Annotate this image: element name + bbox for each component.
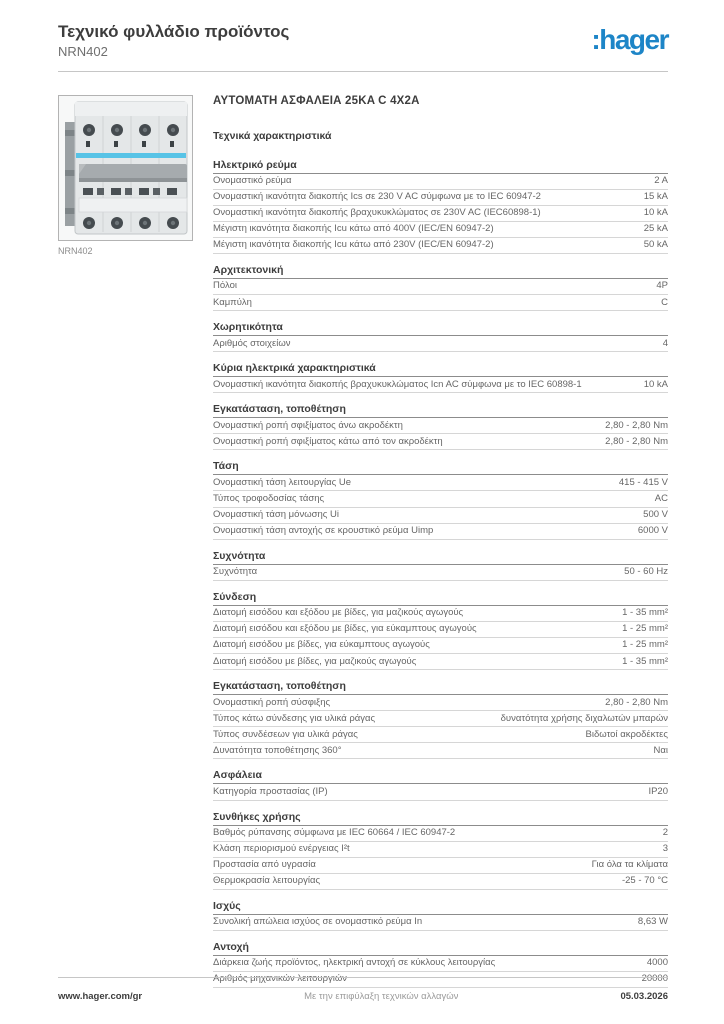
spec-value: IP20 [648,785,668,797]
spec-value: -25 - 70 °C [621,875,668,887]
spec-value: 2 [662,827,668,838]
spec-sections [213,159,668,989]
header-text-block [58,22,289,59]
spec-row [213,842,668,858]
spec-label: Μέγιστη ικανότητα διακοπής Icu κάτω από 230V (IEC/EN 60947-2) [213,239,494,251]
footer-website-link[interactable]: www.hager.com/gr [58,991,143,1002]
header [58,22,668,59]
spec-label: Ονομαστική ικανότητα διακοπής Ics σε 230 V AC σύμφωνα με το IEC 60947-2 [213,191,541,203]
section-title: Σύνδεση [213,591,668,606]
footer-row [58,991,668,1002]
spec-value: 4 [662,337,668,349]
spec-label: Ονομαστική ροπή σύσφιξης [213,696,331,708]
spec-label: Δυνατότητα τοποθέτησης 360° [213,744,342,756]
spec-row [213,858,668,874]
spec-row [213,174,668,190]
section-title: Αρχιτεκτονική [213,264,668,279]
spec-row [213,508,668,524]
spec-row [213,524,668,540]
circuit-breaker-illustration [59,96,192,240]
spec-row [213,434,668,450]
spec-row [213,377,668,393]
spec-section [213,680,668,759]
spec-value: 415 - 415 V [618,476,668,488]
spec-label: Ονομαστική ικανότητα διακοπής βραχυκυκλώματος Icn AC σύμφωνα με το IEC 60898-1 [213,378,582,390]
spec-value: 1 - 25 mm² [622,639,668,651]
footer-disclaimer: Με την επιφύλαξη τεχνικών αλλαγών [304,991,459,1002]
spec-section [213,159,668,254]
spec-value: 50 kA [643,239,668,251]
hager-logo: :hager [591,24,668,55]
spec-value: AC [654,492,668,504]
spec-label: Ονομαστική ροπή σφιξίματος άνω ακροδέκτη [213,419,403,431]
spec-label: Ονομαστική ροπή σφιξίματος κάτω από τον ακροδέκτη [213,435,443,447]
footer-divider [58,977,668,978]
spec-row [213,727,668,743]
spec-row [213,784,668,800]
spec-value: 1 - 35 mm² [622,607,668,619]
spec-row [213,743,668,759]
spec-label: Ονομαστική τάση λειτουργίας Ue [213,476,351,488]
spec-row [213,654,668,670]
spec-row [213,565,668,581]
product-image-caption: NRN402 [58,245,93,256]
spec-label: Διάρκεια ζωής προϊόντος, ηλεκτρική αντοχή σε κύκλους λειτουργίας [213,957,496,969]
spec-section [213,550,668,581]
spec-value: 4000 [646,957,668,969]
spec-value: 10 kA [643,207,668,219]
page-title: Τεχνικό φυλλάδιο προϊόντος [58,22,290,41]
product-name: ΑΥΤΟΜΑΤΗ ΑΣΦΑΛΕΙΑ 25KA C 4X2A [213,94,420,107]
spec-label: Ονομαστική τάση αντοχής σε κρουστικό ρεύμα Uimp [213,525,434,537]
spec-section [213,900,668,931]
footer-date: 05.03.2026 [620,991,668,1002]
spec-row [213,711,668,727]
product-image [58,95,193,241]
spec-label: Θερμοκρασία λειτουργίας [213,875,321,887]
section-title: Τάση [213,460,668,475]
spec-row [213,826,668,842]
spec-value: 10 kA [643,378,668,390]
spec-row [213,336,668,352]
spec-value: 20000 [641,973,668,985]
spec-label: Διατομή εισόδου και εξόδου με βίδες, για μαζικούς αγωγούς [213,607,464,619]
spec-label: Τύπος τροφοδοσίας τάσης [213,492,325,504]
spec-label: Τύπος κάτω σύνδεσης για υλικά ράγας [213,712,376,724]
spec-value: 1 - 25 mm² [622,623,668,635]
spec-section [213,460,668,539]
spec-row [213,418,668,434]
section-title: Εγκατάσταση, τοποθέτηση [213,403,668,418]
spec-value: Βιδωτοί ακροδέκτες [585,728,668,740]
main-content [58,95,668,999]
section-title: Συχνότητα [213,550,668,565]
spec-row [213,279,668,295]
spec-row [213,491,668,507]
spec-value: 50 - 60 Hz [624,566,668,578]
spec-label: Κατηγορία προστασίας (IP) [213,785,328,797]
spec-row [213,622,668,638]
spec-value: 2,80 - 2,80 Nm [605,696,668,708]
spec-section [213,811,668,890]
spec-row [213,695,668,711]
spec-value: C [661,296,668,308]
spec-value: 4P [656,280,668,292]
tech-characteristics-heading: Τεχνικά χαρακτηριστικά [213,129,332,142]
spec-value: 1 - 35 mm² [622,655,668,667]
spec-label: Ονομαστική ικανότητα διακοπής βραχυκυκλώματος σε 230V AC (IEC60898-1) [213,207,541,219]
spec-value: 15 kA [643,191,668,203]
spec-value: 3 [662,843,668,855]
spec-row [213,238,668,254]
spec-label: Ονομαστικό ρεύμα [213,175,292,187]
section-title: Εγκατάσταση, τοποθέτηση [213,680,668,695]
spec-label: Αριθμός μηχανικών λειτουργιών [213,973,348,985]
spec-value: 2,80 - 2,80 Nm [605,419,668,431]
spec-value: Για όλα τα κλίματα [591,859,668,871]
section-title: Ισχύς [213,900,668,915]
spec-value: 2,80 - 2,80 Nm [605,435,668,447]
section-title: Ασφάλεια [213,769,668,784]
spec-section [213,264,668,311]
specs-column [213,95,668,999]
spec-row [213,915,668,931]
section-title: Κύρια ηλεκτρικά χαρακτηριστικά [213,362,668,377]
spec-label: Διατομή εισόδου με βίδες, για εύκαμπτους αγωγούς [213,639,430,651]
spec-value: 8,63 W [637,916,668,928]
spec-row [213,206,668,222]
spec-row [213,606,668,622]
spec-section [213,362,668,393]
section-title: Χωρητικότητα [213,321,668,336]
spec-row [213,475,668,491]
spec-value: Ναι [653,744,668,756]
spec-label: Διατομή εισόδου και εξόδου με βίδες, για εύκαμπτους αγωγούς [213,623,477,635]
spec-section [213,403,668,450]
product-code: NRN402 [58,43,108,59]
section-title: Ηλεκτρικό ρεύμα [213,159,668,174]
spec-label: Συχνότητα [213,566,258,578]
spec-section [213,591,668,670]
spec-label: Κλάση περιορισμού ενέργειας I²t [213,843,350,855]
spec-label: Τύπος συνδέσεων για υλικά ράγας [213,728,358,740]
spec-section [213,769,668,800]
spec-label: Συνολική απώλεια ισχύος σε ονομαστικό ρεύμα In [213,916,423,928]
spec-label: Πόλοι [213,280,237,292]
product-column [58,95,193,999]
spec-label: Προστασία από υγρασία [213,859,316,871]
spec-value: 2 A [654,175,668,187]
spec-label: Μέγιστη ικανότητα διακοπής Icu κάτω από 400V (IEC/EN 60947-2) [213,223,494,235]
spec-row [213,222,668,238]
footer [58,977,668,1002]
spec-section [213,321,668,352]
spec-row [213,295,668,311]
section-title: Συνθήκες χρήσης [213,811,668,826]
spec-row [213,190,668,206]
spec-value: 25 kA [643,223,668,235]
spec-row [213,638,668,654]
header-divider [58,71,668,72]
spec-row [213,956,668,972]
spec-value: 500 V [643,509,668,521]
spec-label: Αριθμός στοιχείων [213,337,291,349]
spec-label: Καμπύλη [213,296,252,308]
spec-label: Βαθμός ρύπανσης σύμφωνα με IEC 60664 / IEC 60947-2 [213,827,456,838]
section-title: Αντοχή [213,941,668,956]
spec-row [213,874,668,890]
spec-label: Διατομή εισόδου με βίδες, για μαζικούς αγωγούς [213,655,417,667]
spec-value: 6000 V [637,525,668,537]
spec-value: δυνατότητα χρήσης διχαλωτών μπαρών [500,712,668,724]
spec-label: Ονομαστική τάση μόνωσης Ui [213,509,339,521]
